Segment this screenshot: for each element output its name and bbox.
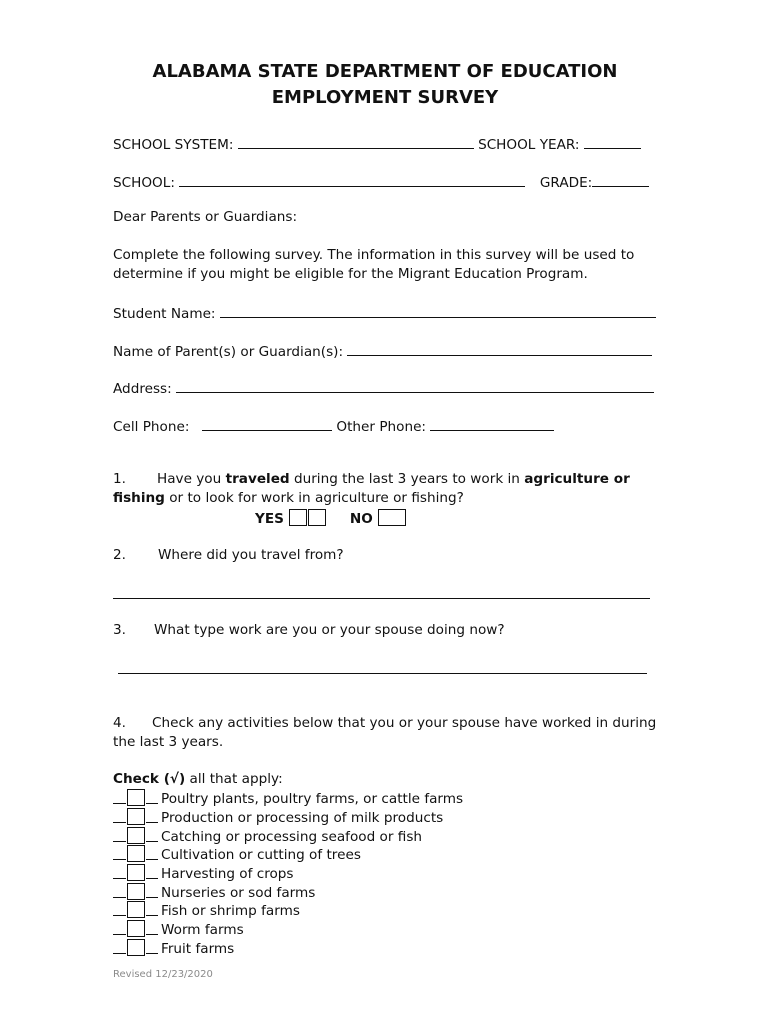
activity-label: Fruit farms	[161, 941, 235, 957]
phone-row	[113, 416, 554, 435]
question-2-answer-line[interactable]	[113, 598, 650, 599]
activity-checkbox[interactable]	[127, 789, 145, 806]
question-1-line2	[113, 490, 464, 506]
greeting: Dear Parents or Guardians:	[113, 209, 298, 225]
activity-label: Worm farms	[161, 922, 244, 938]
other-phone-label: Other Phone:	[336, 419, 427, 435]
school-field[interactable]	[179, 172, 525, 187]
intro-line2: determine if you might be eligible for the Migrant Education Program.	[113, 266, 588, 282]
question-3-answer-line[interactable]	[118, 673, 647, 674]
activity-checkbox[interactable]	[127, 864, 145, 881]
grade-field[interactable]	[592, 172, 649, 187]
question-2-number: 2.	[113, 547, 126, 563]
activity-label: Harvesting of crops	[161, 866, 294, 882]
activity-checkbox[interactable]	[127, 920, 145, 937]
yes-label: YES	[255, 511, 284, 527]
cell-phone-field[interactable]	[202, 416, 332, 431]
question-1-text-b: during the last 3 years to work in	[289, 471, 525, 487]
form-title-line2: EMPLOYMENT SURVEY	[271, 87, 499, 108]
parent-name-row	[113, 341, 652, 360]
question-2-text: Where did you travel from?	[157, 547, 344, 563]
question-3	[113, 622, 505, 638]
question-1-line1	[113, 471, 630, 487]
question-3-number: 3.	[113, 622, 126, 638]
yes-no-row	[255, 509, 407, 527]
yes-checkbox-extra	[308, 509, 326, 526]
question-1-text-a: Have you	[156, 471, 226, 487]
parent-name-label: Name of Parent(s) or Guardian(s):	[113, 344, 344, 360]
question-4-number: 4.	[113, 715, 126, 731]
question-1-bold-fishing: fishing	[113, 490, 165, 506]
question-1-bold-agriculture: agriculture or	[524, 471, 630, 487]
activity-checkbox[interactable]	[127, 883, 145, 900]
activity-checkbox[interactable]	[127, 939, 145, 956]
activity-item	[113, 827, 422, 847]
activity-item	[113, 901, 300, 921]
school-system-field[interactable]	[238, 134, 474, 149]
check-instruction-rest: all that apply:	[185, 771, 283, 787]
question-4-line1	[113, 715, 656, 731]
school-system-row	[113, 134, 641, 153]
activity-checkbox[interactable]	[127, 827, 145, 844]
intro-line1: Complete the following survey. The information in this survey will be used to	[113, 247, 635, 263]
question-3-text: What type work are you or your spouse doing now?	[153, 622, 505, 638]
school-system-label: SCHOOL SYSTEM:	[113, 137, 234, 153]
activity-label: Fish or shrimp farms	[161, 903, 300, 919]
other-phone-field[interactable]	[430, 416, 554, 431]
form-title-line1: ALABAMA STATE DEPARTMENT OF EDUCATION	[152, 61, 618, 82]
student-name-row	[113, 303, 656, 322]
revised-date: Revised 12/23/2020	[113, 969, 213, 980]
question-4-text: Check any activities below that you or your spouse have worked in during	[151, 715, 657, 731]
activity-item	[113, 789, 463, 809]
address-field[interactable]	[176, 378, 654, 393]
activity-item	[113, 939, 234, 959]
cell-phone-label: Cell Phone:	[113, 419, 190, 435]
school-year-label: SCHOOL YEAR:	[478, 137, 580, 153]
check-instruction-bold: Check (√)	[113, 771, 186, 787]
no-label: NO	[349, 511, 373, 527]
activity-label: Production or processing of milk products	[161, 810, 444, 826]
question-1-number: 1.	[113, 471, 126, 487]
school-label: SCHOOL:	[113, 175, 175, 191]
question-2	[113, 547, 344, 563]
school-year-field[interactable]	[584, 134, 641, 149]
grade-label: GRADE:	[539, 175, 593, 191]
activity-label: Poultry plants, poultry farms, or cattle farms	[161, 791, 464, 807]
activity-checkbox[interactable]	[127, 901, 145, 918]
check-instruction	[113, 771, 283, 787]
question-1-bold-traveled: traveled	[225, 471, 290, 487]
activity-checkbox[interactable]	[127, 808, 145, 825]
activity-item	[113, 864, 294, 884]
student-name-field[interactable]	[220, 303, 656, 318]
activity-item	[113, 845, 361, 865]
question-1-text-c: or to look for work in agriculture or fishing?	[164, 490, 464, 506]
address-label: Address:	[113, 381, 172, 397]
yes-checkbox[interactable]	[289, 509, 307, 526]
no-checkbox[interactable]	[378, 509, 406, 526]
activity-label: Cultivation or cutting of trees	[161, 847, 361, 863]
activity-checkbox[interactable]	[127, 845, 145, 862]
question-4-line2: the last 3 years.	[113, 734, 224, 750]
address-row	[113, 378, 654, 397]
activity-label: Catching or processing seafood or fish	[161, 829, 423, 845]
school-row	[113, 172, 649, 191]
activity-item	[113, 883, 315, 903]
activity-label: Nurseries or sod farms	[161, 885, 316, 901]
parent-name-field[interactable]	[347, 341, 652, 356]
student-name-label: Student Name:	[113, 306, 216, 322]
activity-item	[113, 920, 244, 940]
activity-item	[113, 808, 443, 828]
